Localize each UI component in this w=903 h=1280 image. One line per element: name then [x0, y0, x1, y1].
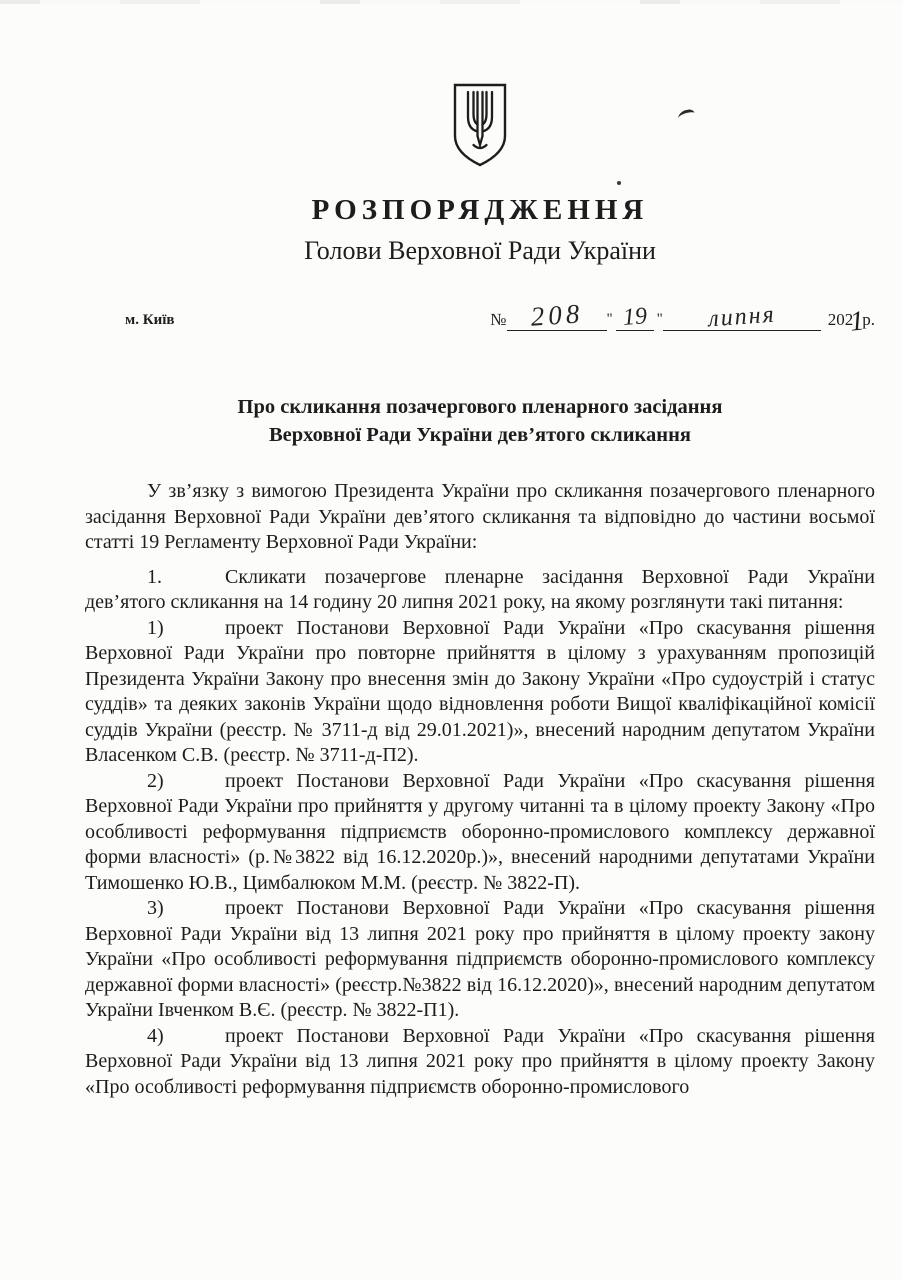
emblem-container	[85, 0, 875, 173]
day-line	[616, 303, 654, 331]
document-number-value: 208	[529, 298, 584, 332]
agenda-item-3-text: проект Постанови Верховної Ради України «Про скасування рішення Верховної Ради України від 13 липня 2021 року про прийняття в цілому проекту закону України «Про особливості реформування підприємств оборонно-промислового комплексу державної форми власності» (реєстр.№3822 від 16.12.2020)», внесений народним депутатом України Івченком В.Є. (реєстр. № 3822-П1).	[85, 897, 875, 1021]
document-body	[85, 479, 875, 1100]
agenda-item-3-number: 3)	[147, 897, 164, 919]
year-handwritten-digit: 1	[848, 305, 866, 338]
subject-heading-line2: Верховної Ради України дев’ятого скликання	[268, 424, 692, 446]
agenda-item-2-text: проект Постанови Верховної Ради України «Про скасування рішення Верховної Ради України про прийняття у другому читанні та в цілому проекту Закону «Про особливості реформування підприємств оборонно-промислового комплексу державної форми власності» (р.№3822 від 16.12.2020р.)», внесений народними депутатами України Тимошенко Ю.В., Цимбалюком М.М. (реєстр. № 3822-П).	[85, 769, 875, 894]
agenda-item-1-number: 1)	[147, 616, 164, 639]
agenda-item-1	[85, 616, 875, 769]
order-item-1	[85, 565, 875, 616]
document-type-title: РОЗПОРЯДЖЕННЯ	[311, 194, 649, 226]
agenda-item-4	[85, 1024, 875, 1101]
order-item-1-text: Скликати позачергове пленарне засідання Верховної Ради України дев’ятого скликання на 14 годину 20 липня 2021 року, на якому розглянути такі питання:	[85, 565, 875, 613]
order-item-1-number: 1.	[147, 565, 162, 588]
agenda-item-1-text: проект Постанови Верховної Ради України «Про скасування рішення Верховної Ради України про повторне прийняття в цілому з урахуванням пропозицій Президента України Закону про внесення змін до Закону України «Про судоустрій і статус суддів» та деяких законів України щодо відновлення роботи Вищої кваліфікаційної комісії суддів України (реєстр. № 3711-д від 29.01.2021)», внесений народним депутатом України Власенком С.В. (реєстр. № 3711-д-П2).	[85, 616, 875, 766]
document-issuer: Голови Верховної Ради України	[304, 236, 656, 265]
scan-artifact-dot	[617, 181, 621, 185]
agenda-item-4-text: проект Постанови Верховної Ради України «Про скасування рішення Верховної Ради України від 13 липня 2021 року про прийняття в цілому проекту Закону «Про особливості реформування підприємств оборонно-промислового	[85, 1024, 875, 1098]
paragraph-intro: У зв’язку з вимогою Президента України про скликання позачергового пленарного засідання Верховної Ради України дев’ятого скликання та відповідно до частини восьмої статті 19 Регламенту Верховної Ради України:	[85, 480, 875, 553]
trident-emblem-icon	[451, 82, 509, 173]
day-quote-close: "	[656, 311, 663, 327]
number-and-date-block	[490, 298, 875, 338]
document-number-line	[507, 298, 607, 332]
year-prefix: 202	[827, 310, 854, 329]
number-sign: №	[490, 310, 507, 329]
agenda-item-2-number: 2)	[147, 769, 164, 792]
year-label: р.	[862, 310, 875, 329]
scan-edge-artifact	[0, 0, 903, 4]
agenda-item-3	[85, 896, 875, 1024]
agenda-item-4-number: 4)	[147, 1024, 164, 1047]
day-quote-open: "	[606, 311, 613, 327]
month-line	[663, 301, 821, 333]
meta-row	[85, 298, 875, 338]
agenda-item-2	[85, 769, 875, 897]
subject-heading-line1: Про скликання позачергового пленарного засідання	[237, 396, 723, 418]
document-column	[85, 0, 875, 1100]
city-label: м. Київ	[125, 312, 175, 328]
subject-heading	[85, 393, 875, 449]
day-value: 19	[621, 303, 648, 331]
month-value: липня	[707, 301, 777, 333]
